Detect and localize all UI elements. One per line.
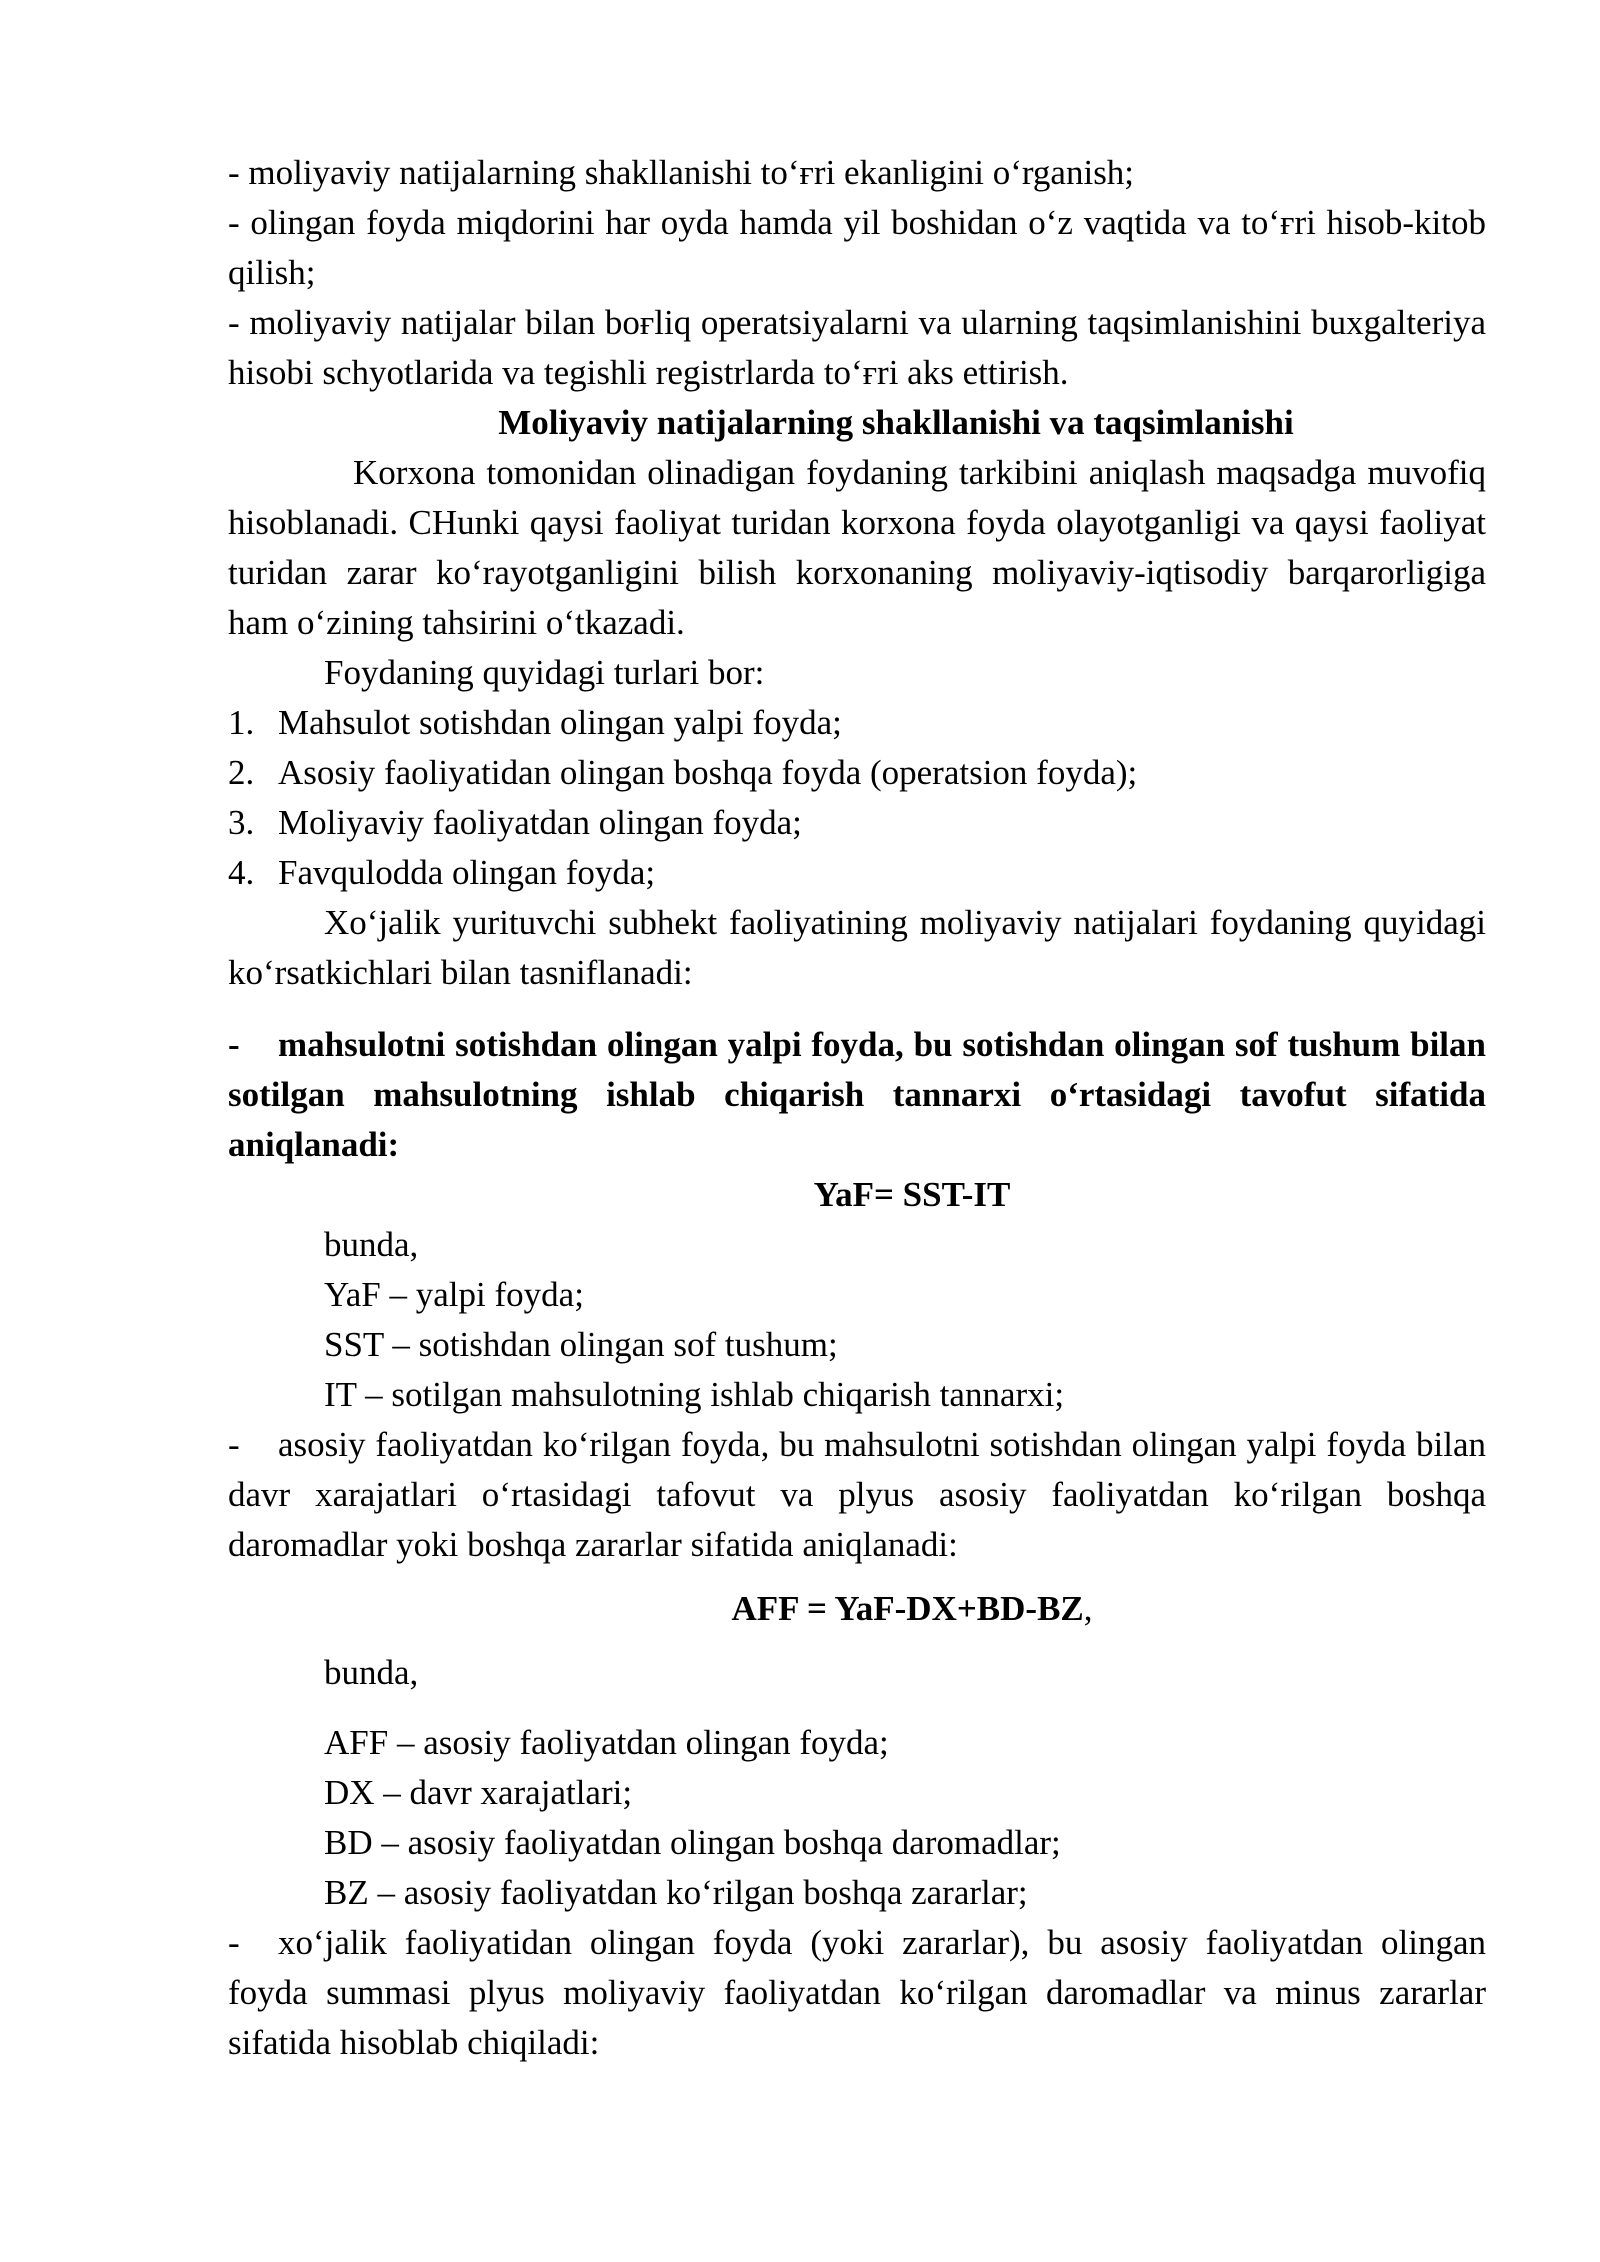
formula2-def-dx: DX – davr xarajatlari; (324, 1773, 633, 1812)
list-number: 1. (228, 703, 255, 742)
paragraph-profit-types-intro: Foydaning quyidagi turlari bor: (324, 653, 765, 692)
dash-marker: - (228, 1025, 240, 1064)
formula2-def-aff: AFF – asosiy faoliyatdan olingan foyda; (324, 1723, 889, 1762)
section-title: Moliyaviy natijalarning shakllanishi va taqsimlanishi (498, 403, 1294, 442)
list-item (228, 698, 1486, 748)
formula2-def-bunda: bunda, (324, 1653, 419, 1692)
formula1-def-bunda: bunda, (324, 1225, 419, 1264)
list-text: Mahsulot sotishdan olingan yalpi foyda; (278, 703, 842, 742)
formula1-def-yaf: YaF – yalpi foyda; (324, 1275, 584, 1314)
formula2-expression: AFF = YaF-DX+BD-BZ (731, 1589, 1084, 1628)
document-page (228, 148, 1486, 2068)
paragraph-indicators-intro: Xo‘jalik yurituvchi subhekt faoliyatining moliyaviy natijalari foydaning quyidagi ko‘rsatkichlari bilan tasniflanadi: (228, 903, 1486, 992)
formula1-def-sst: SST – sotishdan olingan sof tushum; (324, 1325, 838, 1364)
profit-types-list (228, 698, 1486, 898)
list-item (228, 798, 1486, 848)
gross-profit-text: mahsulotni sotishdan olingan yalpi foyda, bu sotishdan olingan sof tushum bilan sotilgan mahsulotning ishlab chiqarish tannarxi o‘rtasidagi tavofut sifatida aniqlanadi: (228, 1025, 1486, 1164)
list-item (228, 848, 1486, 898)
list-item (228, 748, 1486, 798)
dash-marker: - (228, 1425, 240, 1464)
operating-profit-text: asosiy faoliyatdan ko‘rilgan foyda, bu mahsulotni sotishdan olingan yalpi foyda bilan davr xarajatlari o‘rtasidagi tafovut va plyus asosiy faoliyatdan ko‘rilgan boshqa daromadlar yoki boshqa zararlar sifatida aniqlanadi: (228, 1425, 1486, 1564)
operating-profit-item (228, 1420, 1486, 1570)
business-profit-item (228, 1918, 1486, 2068)
paragraph-profit-structure: Korxona tomonidan olinadigan foydaning tarkibini aniqlash maqsadga muvofiq hisoblanadi. CHunki qaysi faoliyat turidan korxona foyda olayotganligi va qaysi faoliyat turidan zarar ko‘rayotganligini bilish korxonaning moliyaviy-iqtisodiy barqarorligiga ham o‘zining tahsirini o‘tkazadi. (228, 453, 1486, 642)
intro-item-2: - olingan foyda miqdorini har oyda hamda yil boshidan o‘z vaqtida va to‘ғri hisob-kitob qilish; (228, 203, 1486, 292)
formula-gross-profit: YaF= SST-IT (813, 1175, 1011, 1214)
list-number: 4. (228, 853, 255, 892)
gross-profit-item (228, 1020, 1486, 1170)
formula1-def-it: IT – sotilgan mahsulotning ishlab chiqarish tannarxi; (324, 1375, 1065, 1414)
list-text: Asosiy faoliyatidan olingan boshqa foyda (operatsion foyda); (278, 753, 1138, 792)
list-number: 2. (228, 753, 255, 792)
formula2-def-bz: BZ – asosiy faoliyatdan ko‘rilgan boshqa zararlar; (324, 1873, 1028, 1912)
formula-operating-profit (228, 1584, 1486, 1634)
intro-item-3: - moliyaviy natijalar bilan boғliq operatsiyalarni va ularning taqsimlanishini buxgalteriya hisobi schyotlarida va tegishli registrlarda to‘ғri aks ettirish. (228, 303, 1486, 392)
formula2-def-bd: BD – asosiy faoliyatdan olingan boshqa daromadlar; (324, 1823, 1061, 1862)
list-text: Moliyaviy faoliyatdan olingan foyda; (278, 803, 802, 842)
dash-marker: - (228, 1923, 240, 1962)
list-text: Favqulodda olingan foyda; (278, 853, 656, 892)
business-profit-text: xo‘jalik faoliyatidan olingan foyda (yoki zararlar), bu asosiy faoliyatdan olingan foyda summasi plyus moliyaviy faoliyatdan ko‘rilgan daromadlar va minus zararlar sifatida hisoblab chiqiladi: (228, 1923, 1486, 2062)
list-number: 3. (228, 803, 255, 842)
formula2-comma: , (1083, 1589, 1093, 1628)
intro-item-1: - moliyaviy natijalarning shakllanishi to‘ғri ekanligini o‘rganish; (228, 153, 1135, 192)
